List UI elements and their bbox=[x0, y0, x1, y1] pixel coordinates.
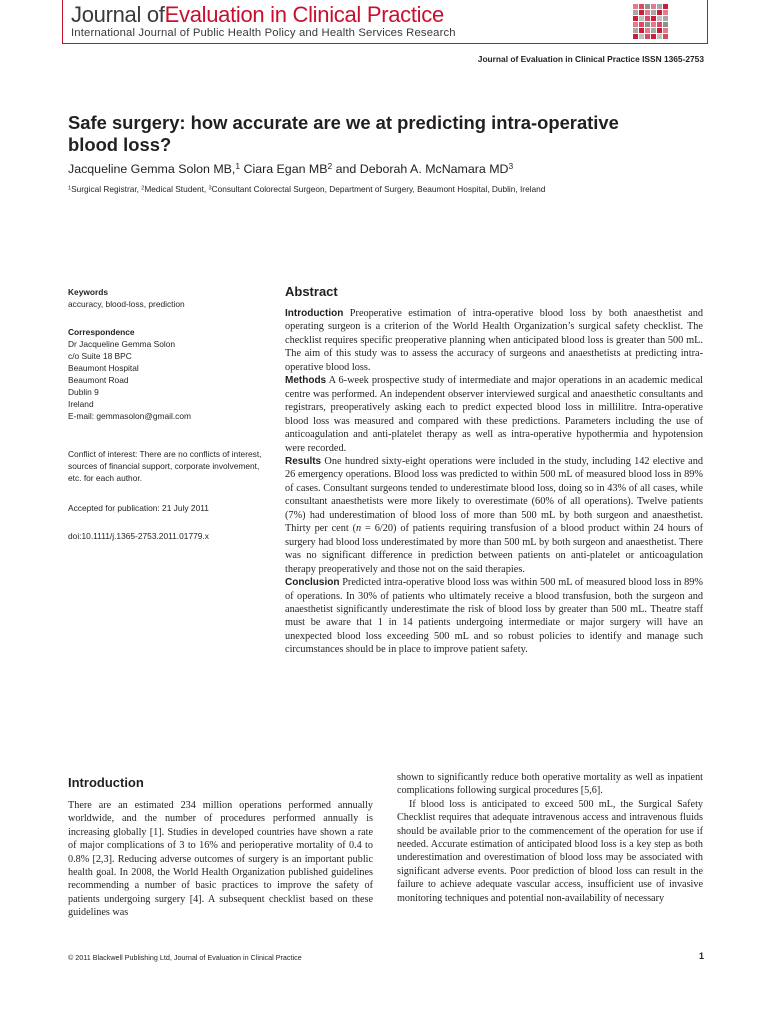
article-title: Safe surgery: how accurate are we at predicting intra-operative blood loss? bbox=[68, 112, 619, 155]
logo-square bbox=[657, 22, 662, 27]
author-2-affiliation-mark: 2 bbox=[327, 161, 333, 172]
logo-square bbox=[663, 34, 668, 39]
logo-square bbox=[633, 22, 638, 27]
logo-square bbox=[639, 16, 644, 21]
affiliation-3-mark: 3 bbox=[208, 185, 212, 192]
keywords-block bbox=[68, 286, 268, 310]
logo-square bbox=[651, 22, 656, 27]
abstract-methods-label: Methods bbox=[285, 375, 327, 387]
logo-square bbox=[663, 28, 668, 33]
logo-square bbox=[645, 10, 650, 15]
running-head: Journal of Evaluation in Clinical Practice ISSN 1365-2753 bbox=[477, 54, 704, 64]
correspondence-line: Dublin 9 bbox=[68, 387, 99, 397]
abstract-results-text: One hundred sixty-eight operations were included in the study, including 142 elective and 26 emergency operations. Blood loss was predicted to within 500 mL of measured blood loss in 89% of cases. Consultant surgeons tended to underestimate blood loss, doing so in 43% of all cases, while consultant anaesthetists were more likely to overestimate (60% of all operations). Twelve patients (7%) had underestimation of blood loss of more than 500 mL by both surgeon and anaesthetist. Thirty per cent ( bbox=[285, 455, 703, 535]
body-paragraph: If blood loss is anticipated to exceed 500 mL, the Surgical Safety Checklist requires that adequate intravenous access and intravenous fluids should be available prior to the commencement of the operation for use if needed. Accurate estimation of anticipated blood loss is a key step as both underestimation and overestimation of blood loss may be associated with significant adverse events. Poor prediction of blood loss can result in the failure to achieve adequate vascular access, insufficient use of invasive monitoring techniques and potential non-availability of necessary bbox=[397, 798, 703, 904]
affiliation-2-mark: 2 bbox=[141, 185, 145, 192]
journal-name-prefix: Journal of bbox=[71, 2, 165, 27]
author-list bbox=[68, 162, 513, 176]
logo-square bbox=[657, 4, 662, 9]
affiliation-1-mark: 1 bbox=[68, 185, 72, 192]
abstract-methods-text: A 6-week prospective study of intermediate and major operations in an academic medical centre was performed. An independent observer interviewed surgical and anaesthetic consultants and registrars, preoperatively asking each to predict expected blood loss in millilitre. Intra-operative blood loss was measured and compared with these predictions. Parameters including the use of anticoagulation and anti-platelet therapy as well as intra-operative hypothermia and hypotension were recorded. bbox=[285, 375, 703, 454]
keywords-heading: Keywords bbox=[68, 287, 109, 297]
abstract-results-text-cont: = 6/20) of patients requiring transfusion of a blood product within 24 hours of surgery had blood loss underestimated by more than 500 mL by both surgeon and anaesthetist. There was no significant difference in prediction between patients on anti-platelet or anticoagulation therapy preoperatively and those not on the said therapies. bbox=[285, 523, 703, 575]
logo-square bbox=[639, 10, 644, 15]
correspondence-heading: Correspondence bbox=[68, 327, 135, 337]
affiliations bbox=[68, 184, 545, 194]
copyright-footer: © 2011 Blackwell Publishing Ltd, Journal of Evaluation in Clinical Practice bbox=[68, 953, 302, 962]
logo-square bbox=[657, 34, 662, 39]
logo-square bbox=[651, 10, 656, 15]
keywords-text: accuracy, blood-loss, prediction bbox=[68, 299, 185, 309]
correspondence-line: Beaumont Road bbox=[68, 375, 129, 385]
logo-square bbox=[651, 16, 656, 21]
journal-name-main: Evaluation in Clinical Practice bbox=[164, 2, 444, 27]
abstract-conclusion bbox=[285, 576, 703, 657]
correspondence-line: Ireland bbox=[68, 399, 94, 409]
logo-square bbox=[657, 16, 662, 21]
logo-square bbox=[657, 28, 662, 33]
body-paragraph: shown to significantly reduce both operative mortality as well as inpatient complications following surgical procedures [5,6]. bbox=[397, 772, 703, 797]
body-paragraph: There are an estimated 234 million operations performed annually worldwide, and the number of procedures performed annually is increasing globally [1]. Studies in developed countries have shown a rate of major complications of 3 to 16% and perioperative mortality of 0.4 to 0.8% [2,3]. Reducing adverse outcomes of surgery is an important public health goal. In 2008, the World Health Organization published guidelines recommending a number of basic practices to improve the safety of patients undergoing surgery [4]. A subsequent checklist based on these guidelines was bbox=[68, 800, 373, 919]
logo-square bbox=[645, 16, 650, 21]
journal-name bbox=[71, 2, 444, 28]
author-3-affiliation-mark: 3 bbox=[508, 161, 514, 172]
logo-square bbox=[639, 28, 644, 33]
abstract-body bbox=[285, 307, 703, 657]
logo-square bbox=[645, 22, 650, 27]
author-2: Ciara Egan MB bbox=[240, 162, 328, 176]
logo-square bbox=[645, 4, 650, 9]
logo-square bbox=[657, 10, 662, 15]
publisher-logo bbox=[633, 4, 669, 40]
logo-square bbox=[639, 34, 644, 39]
journal-subtitle: International Journal of Public Health Policy and Health Services Research bbox=[71, 27, 456, 39]
doi[interactable]: doi:10.1111/j.1365-2753.2011.01779.x bbox=[68, 531, 209, 541]
conflict-of-interest: Conflict of interest: There are no conflicts of interest, sources of financial support, corporate involvement, etc. for each author. bbox=[68, 449, 262, 483]
logo-square bbox=[633, 10, 638, 15]
abstract-introduction-label: Introduction bbox=[285, 308, 344, 319]
logo-square bbox=[639, 4, 644, 9]
abstract-conclusion-text: Predicted intra-operative blood loss was within 500 mL of measured blood loss in 89% of operations. In 30% of patients who ultimately receive a blood transfusion, both the surgeon and anaesthetist significantly underestimate the risk of blood loss by greater than 500 mL. Theatre staff must be aware that 1 in 14 patients undergoing intermediate or major surgery will have an unexpected blood loss exceeding 500 mL and so robust policies to identify and manage such circumstances should be in place to improve patient safety. bbox=[285, 577, 703, 656]
author-1-affiliation-mark: 1 bbox=[235, 161, 241, 172]
author-1: Jacqueline Gemma Solon MB, bbox=[68, 162, 236, 176]
affiliation-2: Medical Student, bbox=[144, 184, 209, 194]
abstract-heading: Abstract bbox=[285, 284, 338, 299]
introduction-heading: Introduction bbox=[68, 775, 144, 790]
correspondence-line: Dr Jacqueline Gemma Solon bbox=[68, 339, 176, 349]
abstract-results-label: Results bbox=[285, 455, 322, 467]
correspondence-line: Beaumont Hospital bbox=[68, 363, 139, 373]
logo-square bbox=[651, 34, 656, 39]
logo-square bbox=[663, 22, 668, 27]
abstract-introduction-text: Preoperative estimation of intra-operative blood loss by both anaesthetist and operating surgeon is a criterion of the World Health Organization’s surgical safety checklist. The checklist requires specific preoperative planning when anticipated blood loss is greater than 500 mL. The aim of this study was to assess the accuracy of surgeons and anaesthetists at predicting intra-operative blood loss. bbox=[285, 308, 703, 373]
affiliation-1: Surgical Registrar, bbox=[71, 184, 142, 194]
journal-masthead bbox=[62, 0, 708, 44]
abstract-results-n: n bbox=[356, 523, 362, 535]
body-column-right bbox=[397, 771, 703, 905]
correspondence-line: c/o Suite 18 BPC bbox=[68, 351, 132, 361]
correspondence-email[interactable]: E-mail: gemmasolon@gmail.com bbox=[68, 411, 191, 421]
logo-square bbox=[651, 28, 656, 33]
logo-square bbox=[663, 4, 668, 9]
logo-square bbox=[645, 34, 650, 39]
logo-square bbox=[663, 10, 668, 15]
logo-square bbox=[639, 22, 644, 27]
accepted-date: Accepted for publication: 21 July 2011 bbox=[68, 503, 209, 513]
body-column-left bbox=[68, 799, 373, 920]
page-number: 1 bbox=[698, 951, 704, 961]
logo-square bbox=[663, 16, 668, 21]
correspondence-block bbox=[68, 326, 268, 422]
logo-square bbox=[633, 4, 638, 9]
affiliation-3: Consultant Colorectal Surgeon, Department of Surgery, Beaumont Hospital, Dublin, Ireland bbox=[211, 184, 546, 194]
abstract-results bbox=[285, 455, 703, 576]
author-3: and Deborah A. McNamara MD bbox=[332, 162, 509, 176]
abstract-methods bbox=[285, 374, 703, 455]
abstract-introduction bbox=[285, 307, 703, 374]
logo-square bbox=[651, 4, 656, 9]
abstract-conclusion-label: Conclusion bbox=[285, 577, 340, 589]
logo-square bbox=[633, 16, 638, 21]
logo-square bbox=[633, 28, 638, 33]
logo-square bbox=[645, 28, 650, 33]
logo-square bbox=[633, 34, 638, 39]
